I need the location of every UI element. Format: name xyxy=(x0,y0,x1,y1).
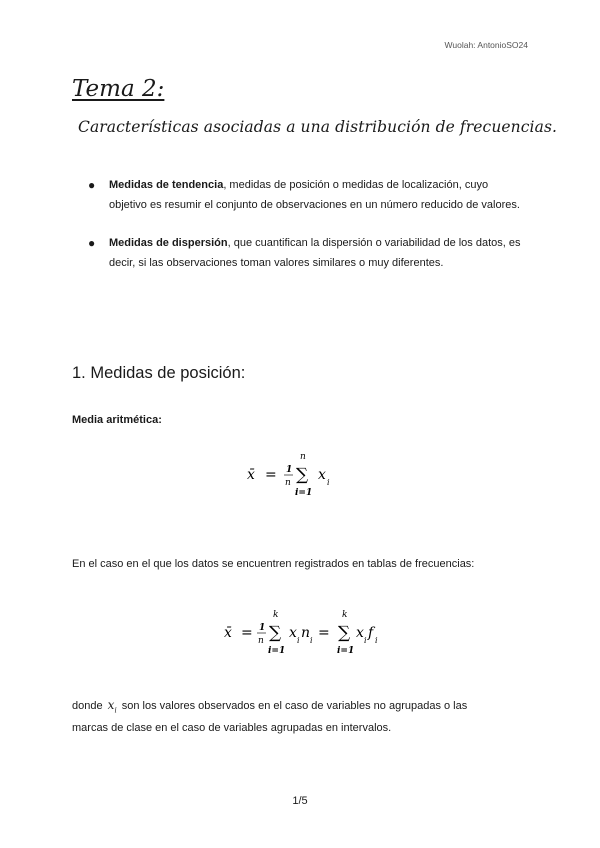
donde-line-2: marcas de clase en el caso de variables agrupadas en intervalos. xyxy=(72,722,392,734)
formula-lhs: x̄ xyxy=(224,625,232,641)
bullet-text: , medidas de posición o medidas de localización, cuyo objetivo es resumir el conjunto de observaciones en un número reducido de valores. xyxy=(109,179,520,211)
bullet-icon: ● xyxy=(88,178,96,192)
formula-fraction-den: n xyxy=(258,636,264,646)
formula-term: x xyxy=(356,625,364,641)
sigma-icon: ∑ xyxy=(296,465,309,485)
sum-top: k xyxy=(273,610,279,620)
formula-equals: = xyxy=(241,625,253,641)
bullet-list xyxy=(72,176,522,292)
donde-variable xyxy=(107,698,117,715)
sum-bottom: i=1 xyxy=(337,646,355,656)
formula-term: x xyxy=(289,625,297,641)
list-item xyxy=(72,234,522,273)
sum-bottom: i=1 xyxy=(268,646,286,656)
watermark-header: Wuolah: AntonioSO24 xyxy=(444,40,528,50)
formula-term-sub: i xyxy=(310,636,313,645)
media-heading: Media aritmética: xyxy=(72,414,162,426)
formula-term: n xyxy=(301,625,311,641)
page-title: Tema 2: xyxy=(72,76,165,102)
page-subtitle: Características asociadas a una distribución de frecuencias. xyxy=(78,118,558,136)
list-item xyxy=(72,176,522,215)
formula-fraction-den: n xyxy=(285,478,291,488)
donde-prefix: donde xyxy=(72,700,103,712)
formula-term-sub: i xyxy=(375,636,378,645)
formula-equals: = xyxy=(265,467,277,483)
bullet-bold-term: Medidas de dispersión xyxy=(109,237,228,249)
mean-frequency-formula xyxy=(222,608,392,664)
sum-top: k xyxy=(342,610,348,620)
sigma-icon: ∑ xyxy=(269,623,282,643)
section-heading: 1. Medidas de posición: xyxy=(72,364,246,382)
bullet-text: , que cuantifican la dispersión o variabilidad de los datos, es decir, si las observaciones toman valores similares o muy diferentes. xyxy=(109,237,521,269)
sum-top: n xyxy=(300,452,306,462)
formula-term-sub: i xyxy=(297,636,300,645)
sigma-icon: ∑ xyxy=(338,623,351,643)
bullet-icon: ● xyxy=(88,236,96,250)
formula-term-sub: i xyxy=(364,636,367,645)
mean-formula xyxy=(245,450,365,506)
formula-equals: = xyxy=(318,625,330,641)
sum-bottom: i=1 xyxy=(295,488,313,498)
bullet-bold-term: Medidas de tendencia xyxy=(109,179,224,191)
formula-term: x xyxy=(318,467,326,483)
frequency-table-intro: En el caso en el que los datos se encuentren registrados en tablas de frecuencias: xyxy=(72,558,475,570)
formula-term: f xyxy=(368,625,374,641)
donde-rest: son los valores observados en el caso de variables no agrupadas o las xyxy=(121,700,468,712)
formula-fraction-num: 1 xyxy=(286,465,293,475)
donde-paragraph xyxy=(72,698,532,714)
formula-term-sub: i xyxy=(327,478,330,487)
formula-lhs: x̄ xyxy=(247,467,255,483)
page-number: 1/5 xyxy=(292,795,308,807)
donde-var-sub: i xyxy=(114,706,117,715)
formula-fraction-num: 1 xyxy=(259,623,266,633)
donde-var: x xyxy=(107,698,115,712)
